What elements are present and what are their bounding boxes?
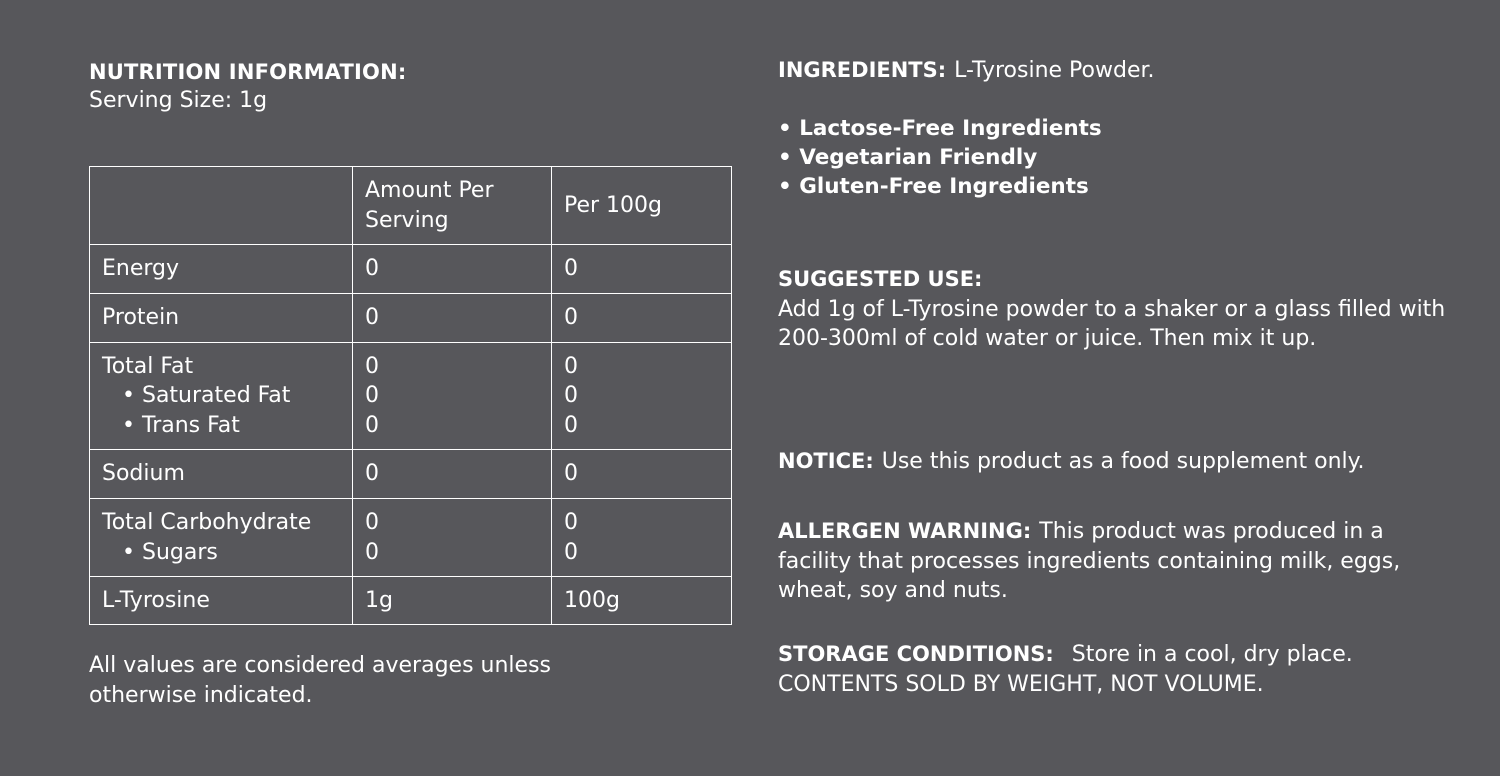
table-row [90, 343, 732, 450]
row-per-serving: 0 [365, 539, 379, 565]
ingredients-section [778, 56, 1458, 86]
row-per-100g-group [552, 343, 732, 450]
row-per-serving: 0 [365, 510, 379, 535]
sub-label-text: Sugars [141, 539, 218, 565]
suggested-use-label: SUGGESTED USE: [778, 267, 983, 291]
notice-section [778, 447, 1458, 477]
row-per-100g: 0 [552, 294, 732, 343]
sub-row-label [102, 538, 340, 568]
row-per-100g: 0 [564, 510, 578, 535]
ingredients-text: L-Tyrosine Powder. [954, 58, 1155, 83]
list-item: • Gluten-Free Ingredients [778, 174, 1089, 199]
row-per-serving: 0 [353, 294, 552, 343]
row-label: Sodium [90, 450, 353, 499]
row-per-100g: 0 [552, 245, 732, 294]
list-item: • Vegetarian Friendly [778, 145, 1038, 170]
allergen-text: This product was produced in a facility that processes ingredients containing milk, eggs, wheat, soy and nuts. [778, 519, 1401, 603]
allergen-section [778, 517, 1458, 606]
row-per-serving-group [353, 343, 552, 450]
row-label-group [90, 343, 353, 450]
bullet: • [122, 539, 135, 565]
row-per-100g: 0 [564, 539, 578, 565]
row-label: Energy [90, 245, 353, 294]
table-row [90, 499, 732, 577]
list-item: • Lactose-Free Ingredients [778, 116, 1102, 141]
header-cell-per-serving: Amount Per Serving [353, 167, 552, 245]
sub-label-text: Saturated Fat [141, 383, 291, 409]
table-row [90, 450, 732, 499]
row-per-serving: 0 [365, 412, 379, 438]
nutrition-table [89, 166, 732, 625]
row-per-100g: 0 [564, 383, 578, 409]
suggested-use-text: Add 1g of L-Tyrosine powder to a shaker or a glass filled with 200-300ml of cold water or juice. Then mix it up. [778, 296, 1446, 351]
row-per-serving-group [353, 499, 552, 577]
storage-note: CONTENTS SOLD BY WEIGHT, NOT VOLUME. [778, 671, 1264, 697]
storage-text: Store in a cool, dry place. [1071, 642, 1353, 667]
sub-label-text: Trans Fat [141, 412, 240, 438]
row-label: Total Carbohydrate [102, 510, 312, 535]
allergen-label: ALLERGEN WARNING: [778, 519, 1032, 543]
bullet: • [122, 412, 135, 438]
row-label-group [90, 499, 353, 577]
row-per-100g: 0 [564, 412, 578, 438]
row-per-100g: 0 [564, 353, 578, 379]
header-cell-per-100g: Per 100g [552, 167, 732, 245]
feature-list [778, 114, 1458, 201]
storage-section [778, 640, 1458, 699]
nutrition-header [89, 58, 739, 116]
row-per-serving: 0 [353, 450, 552, 499]
row-per-100g-group [552, 499, 732, 577]
serving-size: Serving Size: 1g [89, 88, 268, 113]
table-row [90, 294, 732, 343]
table-header-row [90, 167, 732, 245]
row-label: Protein [90, 294, 353, 343]
row-per-100g: 0 [552, 450, 732, 499]
sub-row-label [102, 381, 340, 411]
footnote: All values are considered averages unless otherwise indicated. [89, 653, 551, 708]
row-per-serving: 0 [353, 245, 552, 294]
row-label: L-Tyrosine [90, 577, 353, 625]
ingredients-label: INGREDIENTS: [778, 58, 947, 82]
storage-label: STORAGE CONDITIONS: [778, 642, 1054, 666]
row-per-100g: 100g [552, 577, 732, 625]
row-label: Total Fat [102, 353, 194, 379]
notice-label: NOTICE: [778, 449, 874, 473]
bullet: • [122, 383, 135, 409]
nutrition-heading: NUTRITION INFORMATION: [89, 60, 407, 84]
table-row [90, 245, 732, 294]
header-cell-label [90, 167, 353, 245]
suggested-use-section [778, 265, 1458, 354]
sub-row-label [102, 411, 340, 441]
table-row [90, 577, 732, 625]
row-per-serving: 0 [365, 353, 379, 379]
row-per-serving: 1g [353, 577, 552, 625]
row-per-serving: 0 [365, 383, 379, 409]
notice-text: Use this product as a food supplement only. [881, 449, 1365, 474]
